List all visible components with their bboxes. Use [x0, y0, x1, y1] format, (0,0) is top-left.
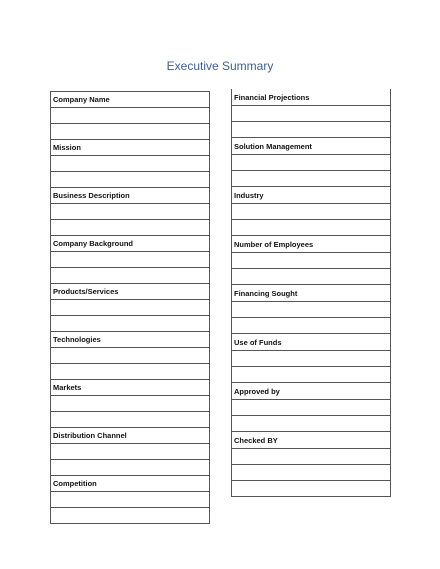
field-entry-industry[interactable]	[232, 204, 391, 220]
field-label-technologies: Technologies	[51, 332, 210, 348]
right-form-body	[232, 89, 391, 497]
form-row-mission-entry	[51, 156, 210, 172]
form-row-competition-entry	[51, 508, 210, 524]
form-row-solution-management-entry	[232, 171, 391, 187]
field-entry-competition[interactable]	[51, 492, 210, 508]
form-row-business-description-entry	[51, 220, 210, 236]
form-row-checked-by-entry	[232, 465, 391, 481]
field-label-business-description: Business Description	[51, 188, 210, 204]
field-entry-distribution-channel[interactable]	[51, 444, 210, 460]
field-entry-use-of-funds[interactable]	[232, 367, 391, 383]
field-entry-financing-sought[interactable]	[232, 318, 391, 334]
field-label-markets: Markets	[51, 380, 210, 396]
right-form-table	[231, 89, 391, 497]
form-row-markets-entry	[51, 412, 210, 428]
field-entry-industry[interactable]	[232, 220, 391, 236]
form-row-checked-by-entry	[232, 481, 391, 497]
form-row-technologies	[51, 332, 210, 348]
form-row-products-services	[51, 284, 210, 300]
field-entry-number-of-employees[interactable]	[232, 253, 391, 269]
field-label-industry: Industry	[232, 187, 391, 204]
field-entry-mission[interactable]	[51, 172, 210, 188]
field-label-financing-sought: Financing Sought	[232, 285, 391, 302]
field-entry-competition[interactable]	[51, 508, 210, 524]
form-row-company-name-entry	[51, 124, 210, 140]
form-row-number-of-employees-entry	[232, 253, 391, 269]
form-row-distribution-channel-entry	[51, 444, 210, 460]
form-row-financial-projections	[232, 89, 391, 106]
left-form-body	[51, 92, 210, 524]
field-entry-company-name[interactable]	[51, 124, 210, 140]
form-row-financing-sought-entry	[232, 302, 391, 318]
form-row-business-description-entry	[51, 204, 210, 220]
field-entry-solution-management[interactable]	[232, 155, 391, 171]
field-entry-company-name[interactable]	[51, 108, 210, 124]
form-row-distribution-channel	[51, 428, 210, 444]
form-row-markets-entry	[51, 396, 210, 412]
field-entry-mission[interactable]	[51, 156, 210, 172]
field-label-number-of-employees: Number of Employees	[232, 236, 391, 253]
field-entry-approved-by[interactable]	[232, 416, 391, 432]
field-label-company-background: Company Background	[51, 236, 210, 252]
form-row-technologies-entry	[51, 348, 210, 364]
form-row-solution-management	[232, 138, 391, 155]
field-entry-approved-by[interactable]	[232, 400, 391, 416]
field-entry-products-services[interactable]	[51, 316, 210, 332]
form-row-financing-sought-entry	[232, 318, 391, 334]
form-row-technologies-entry	[51, 364, 210, 380]
field-entry-use-of-funds[interactable]	[232, 351, 391, 367]
field-label-mission: Mission	[51, 140, 210, 156]
form-row-use-of-funds-entry	[232, 351, 391, 367]
field-entry-solution-management[interactable]	[232, 171, 391, 187]
field-label-company-name: Company Name	[51, 92, 210, 108]
field-entry-markets[interactable]	[51, 412, 210, 428]
field-entry-products-services[interactable]	[51, 300, 210, 316]
form-row-approved-by-entry	[232, 400, 391, 416]
form-row-financing-sought	[232, 285, 391, 302]
page-title: Executive Summary	[166, 59, 274, 73]
field-entry-checked-by[interactable]	[232, 465, 391, 481]
form-row-use-of-funds	[232, 334, 391, 351]
form-row-financial-projections-entry	[232, 122, 391, 138]
field-label-approved-by: Approved by	[232, 383, 391, 400]
field-entry-financial-projections[interactable]	[232, 106, 391, 122]
form-row-competition	[51, 476, 210, 492]
form-row-approved-by-entry	[232, 416, 391, 432]
field-entry-technologies[interactable]	[51, 364, 210, 380]
form-row-products-services-entry	[51, 300, 210, 316]
form-row-company-name-entry	[51, 108, 210, 124]
form-row-number-of-employees-entry	[232, 269, 391, 285]
form-row-markets	[51, 380, 210, 396]
field-entry-technologies[interactable]	[51, 348, 210, 364]
field-entry-financing-sought[interactable]	[232, 302, 391, 318]
form-row-distribution-channel-entry	[51, 460, 210, 476]
field-label-competition: Competition	[51, 476, 210, 492]
form-row-competition-entry	[51, 492, 210, 508]
form-row-products-services-entry	[51, 316, 210, 332]
form-row-approved-by	[232, 383, 391, 400]
form-row-solution-management-entry	[232, 155, 391, 171]
form-row-industry	[232, 187, 391, 204]
field-label-products-services: Products/Services	[51, 284, 210, 300]
field-entry-business-description[interactable]	[51, 220, 210, 236]
field-entry-checked-by[interactable]	[232, 449, 391, 465]
form-row-company-name	[51, 92, 210, 108]
form-row-industry-entry	[232, 220, 391, 236]
field-entry-business-description[interactable]	[51, 204, 210, 220]
field-entry-markets[interactable]	[51, 396, 210, 412]
left-form-table	[50, 91, 210, 524]
field-entry-checked-by[interactable]	[232, 481, 391, 497]
field-entry-financial-projections[interactable]	[232, 122, 391, 138]
form-row-company-background-entry	[51, 268, 210, 284]
form-row-mission-entry	[51, 172, 210, 188]
field-entry-distribution-channel[interactable]	[51, 460, 210, 476]
form-row-checked-by	[232, 432, 391, 449]
form-row-mission	[51, 140, 210, 156]
field-label-distribution-channel: Distribution Channel	[51, 428, 210, 444]
form-row-use-of-funds-entry	[232, 367, 391, 383]
field-entry-number-of-employees[interactable]	[232, 269, 391, 285]
field-label-solution-management: Solution Management	[232, 138, 391, 155]
form-row-checked-by-entry	[232, 449, 391, 465]
field-entry-company-background[interactable]	[51, 252, 210, 268]
form-row-industry-entry	[232, 204, 391, 220]
form-row-number-of-employees	[232, 236, 391, 253]
field-label-financial-projections: Financial Projections	[232, 89, 391, 106]
field-label-checked-by: Checked BY	[232, 432, 391, 449]
form-row-business-description	[51, 188, 210, 204]
field-label-use-of-funds: Use of Funds	[232, 334, 391, 351]
form-row-company-background-entry	[51, 252, 210, 268]
form-row-company-background	[51, 236, 210, 252]
form-row-financial-projections-entry	[232, 106, 391, 122]
field-entry-company-background[interactable]	[51, 268, 210, 284]
